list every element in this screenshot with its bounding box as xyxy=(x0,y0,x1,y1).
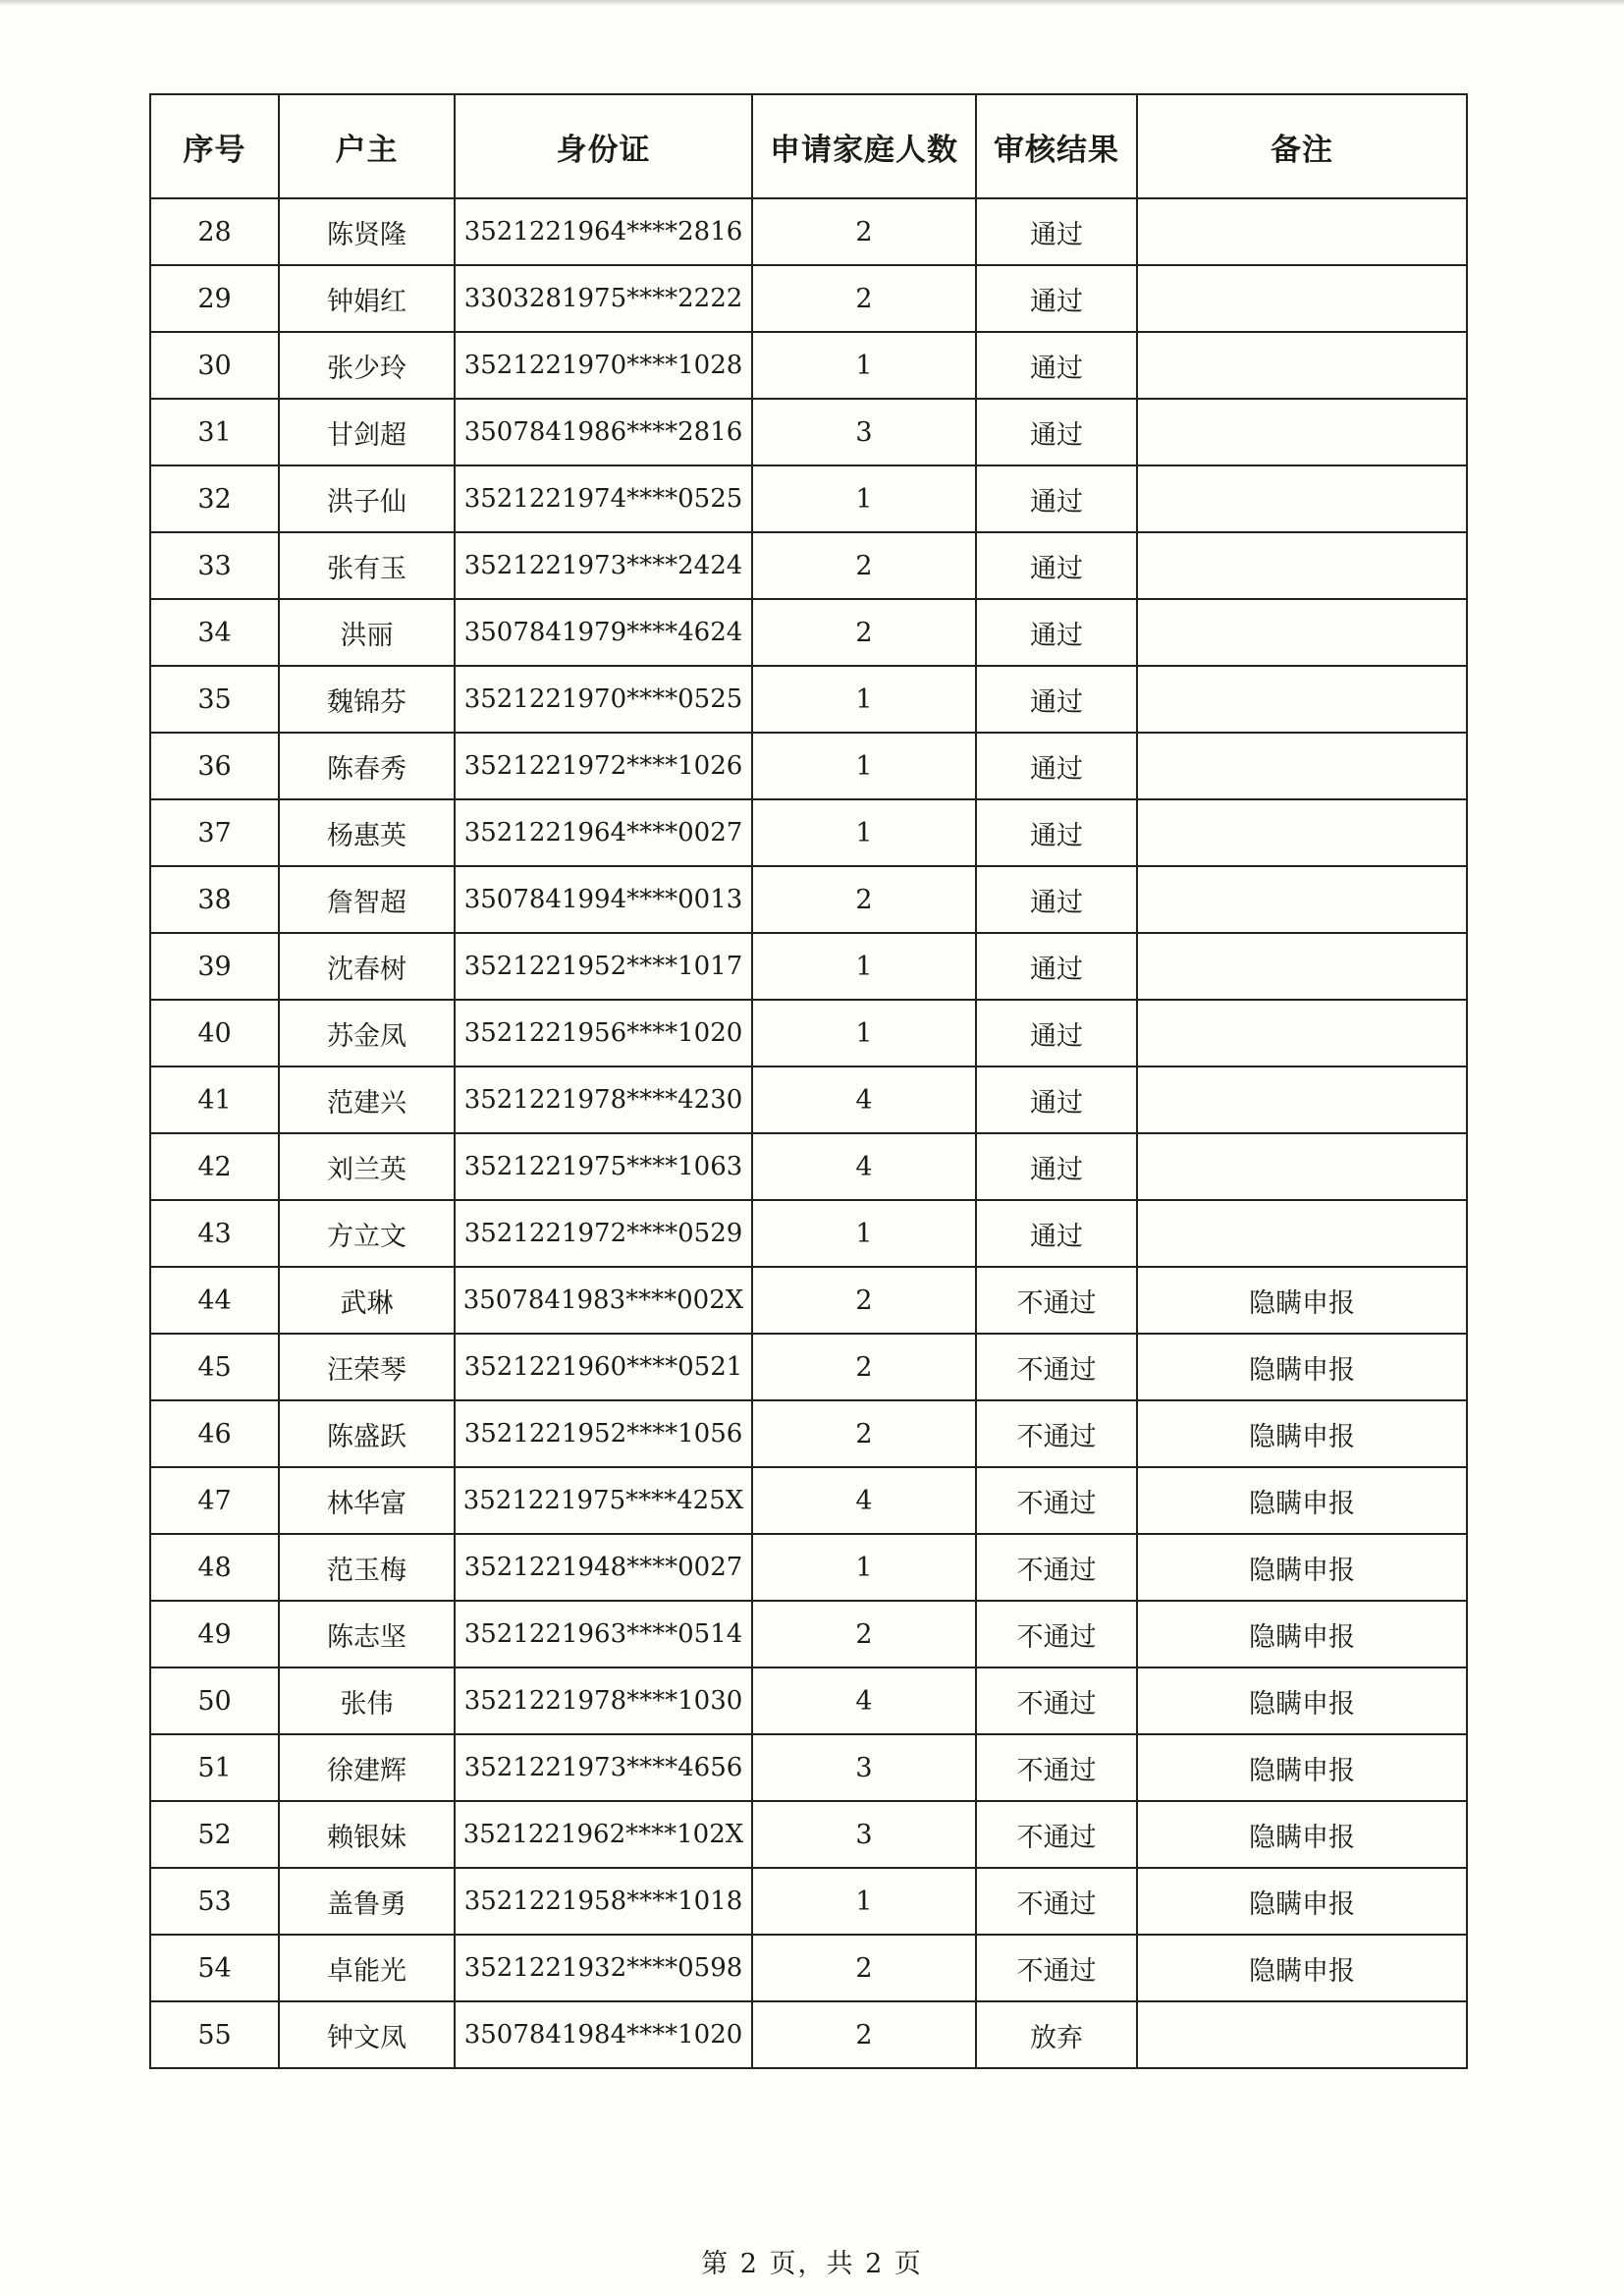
audit-result-cell: 通过 xyxy=(976,265,1137,332)
table-row xyxy=(150,1133,1467,1200)
serial-cell: 54 xyxy=(150,1935,279,2001)
id-card-cell: 3521221956****1020 xyxy=(455,1000,752,1066)
remarks-cell xyxy=(1137,532,1467,599)
id-card-cell: 3521221972****1026 xyxy=(455,733,752,799)
family-size-cell: 1 xyxy=(752,933,976,1000)
family-size-cell: 1 xyxy=(752,332,976,399)
family-size-cell: 2 xyxy=(752,1601,976,1667)
householder-cell: 卓能光 xyxy=(279,1935,455,2001)
householder-cell: 钟文凤 xyxy=(279,2001,455,2068)
id-card-cell: 3521221932****0598 xyxy=(455,1935,752,2001)
remarks-cell xyxy=(1137,198,1467,265)
scan-edge xyxy=(0,0,1624,6)
remarks-cell xyxy=(1137,265,1467,332)
family-size-cell: 1 xyxy=(752,666,976,733)
audit-result-cell: 通过 xyxy=(976,1133,1137,1200)
id-card-cell: 3521221958****1018 xyxy=(455,1868,752,1935)
table-row xyxy=(150,866,1467,933)
audit-result-cell: 通过 xyxy=(976,332,1137,399)
table-body xyxy=(150,198,1467,2068)
family-size-cell: 1 xyxy=(752,1534,976,1601)
remarks-cell: 隐瞒申报 xyxy=(1137,1400,1467,1467)
audit-result-cell: 不通过 xyxy=(976,1400,1137,1467)
family-size-cell: 1 xyxy=(752,1868,976,1935)
serial-cell: 30 xyxy=(150,332,279,399)
table-row xyxy=(150,1334,1467,1400)
householder-cell: 汪荣琴 xyxy=(279,1334,455,1400)
householder-cell: 范建兴 xyxy=(279,1066,455,1133)
id-card-cell: 3521221960****0521 xyxy=(455,1334,752,1400)
audit-result-cell: 通过 xyxy=(976,599,1137,666)
header-id-card: 身份证 xyxy=(455,94,752,198)
remarks-cell: 隐瞒申报 xyxy=(1137,1667,1467,1734)
table-row xyxy=(150,465,1467,532)
audit-result-cell: 不通过 xyxy=(976,1667,1137,1734)
householder-cell: 徐建辉 xyxy=(279,1734,455,1801)
serial-cell: 40 xyxy=(150,1000,279,1066)
family-size-cell: 2 xyxy=(752,198,976,265)
table-row xyxy=(150,198,1467,265)
audit-result-cell: 通过 xyxy=(976,666,1137,733)
serial-cell: 37 xyxy=(150,799,279,866)
family-size-cell: 4 xyxy=(752,1066,976,1133)
householder-cell: 陈春秀 xyxy=(279,733,455,799)
table-row xyxy=(150,1601,1467,1667)
id-card-cell: 3521221964****2816 xyxy=(455,198,752,265)
householder-cell: 沈春树 xyxy=(279,933,455,1000)
id-card-cell: 3521221963****0514 xyxy=(455,1601,752,1667)
serial-cell: 35 xyxy=(150,666,279,733)
audit-result-cell: 不通过 xyxy=(976,1467,1137,1534)
audit-result-cell: 通过 xyxy=(976,1066,1137,1133)
id-card-cell: 3521221952****1056 xyxy=(455,1400,752,1467)
table-row xyxy=(150,1534,1467,1601)
audit-result-cell: 通过 xyxy=(976,933,1137,1000)
householder-cell: 詹智超 xyxy=(279,866,455,933)
remarks-cell xyxy=(1137,599,1467,666)
remarks-cell xyxy=(1137,1133,1467,1200)
id-card-cell: 3521221970****1028 xyxy=(455,332,752,399)
serial-cell: 53 xyxy=(150,1868,279,1935)
householder-cell: 刘兰英 xyxy=(279,1133,455,1200)
id-card-cell: 3507841983****002X xyxy=(455,1267,752,1334)
serial-cell: 42 xyxy=(150,1133,279,1200)
audit-result-cell: 不通过 xyxy=(976,1935,1137,2001)
remarks-cell xyxy=(1137,1066,1467,1133)
audit-result-cell: 通过 xyxy=(976,1000,1137,1066)
audit-result-cell: 通过 xyxy=(976,399,1137,465)
remarks-cell xyxy=(1137,1200,1467,1267)
householder-cell: 苏金凤 xyxy=(279,1000,455,1066)
header-audit-result: 审核结果 xyxy=(976,94,1137,198)
family-size-cell: 2 xyxy=(752,1334,976,1400)
header-remarks: 备注 xyxy=(1137,94,1467,198)
table-header-row xyxy=(150,94,1467,198)
header-family-size: 申请家庭人数 xyxy=(752,94,976,198)
householder-cell: 洪子仙 xyxy=(279,465,455,532)
audit-result-cell: 通过 xyxy=(976,799,1137,866)
serial-cell: 50 xyxy=(150,1667,279,1734)
family-size-cell: 2 xyxy=(752,1400,976,1467)
family-size-cell: 1 xyxy=(752,733,976,799)
serial-cell: 52 xyxy=(150,1801,279,1868)
id-card-cell: 3521221952****1017 xyxy=(455,933,752,1000)
audit-result-table xyxy=(149,93,1468,2069)
remarks-cell xyxy=(1137,866,1467,933)
serial-cell: 36 xyxy=(150,733,279,799)
table-row xyxy=(150,532,1467,599)
table-row xyxy=(150,1400,1467,1467)
id-card-cell: 3521221974****0525 xyxy=(455,465,752,532)
remarks-cell: 隐瞒申报 xyxy=(1137,1267,1467,1334)
remarks-cell xyxy=(1137,1000,1467,1066)
table-row xyxy=(150,1066,1467,1133)
serial-cell: 34 xyxy=(150,599,279,666)
serial-cell: 48 xyxy=(150,1534,279,1601)
remarks-cell: 隐瞒申报 xyxy=(1137,1467,1467,1534)
remarks-cell: 隐瞒申报 xyxy=(1137,1601,1467,1667)
householder-cell: 张有玉 xyxy=(279,532,455,599)
table-row xyxy=(150,2001,1467,2068)
householder-cell: 陈盛跃 xyxy=(279,1400,455,1467)
family-size-cell: 1 xyxy=(752,1200,976,1267)
householder-cell: 盖鲁勇 xyxy=(279,1868,455,1935)
householder-cell: 赖银妹 xyxy=(279,1801,455,1868)
id-card-cell: 3521221970****0525 xyxy=(455,666,752,733)
id-card-cell: 3521221962****102X xyxy=(455,1801,752,1868)
table-row xyxy=(150,1868,1467,1935)
family-size-cell: 1 xyxy=(752,465,976,532)
audit-result-cell: 通过 xyxy=(976,532,1137,599)
audit-result-cell: 不通过 xyxy=(976,1534,1137,1601)
remarks-cell: 隐瞒申报 xyxy=(1137,1534,1467,1601)
family-size-cell: 2 xyxy=(752,265,976,332)
table-row xyxy=(150,399,1467,465)
serial-cell: 28 xyxy=(150,198,279,265)
householder-cell: 张少玲 xyxy=(279,332,455,399)
table-row xyxy=(150,1267,1467,1334)
family-size-cell: 4 xyxy=(752,1667,976,1734)
audit-result-cell: 通过 xyxy=(976,198,1137,265)
table-row xyxy=(150,1734,1467,1801)
serial-cell: 45 xyxy=(150,1334,279,1400)
remarks-cell: 隐瞒申报 xyxy=(1137,1334,1467,1400)
serial-cell: 49 xyxy=(150,1601,279,1667)
family-size-cell: 2 xyxy=(752,599,976,666)
audit-result-cell: 不通过 xyxy=(976,1734,1137,1801)
table-row xyxy=(150,599,1467,666)
table-row xyxy=(150,332,1467,399)
id-card-cell: 3507841986****2816 xyxy=(455,399,752,465)
serial-cell: 55 xyxy=(150,2001,279,2068)
serial-cell: 47 xyxy=(150,1467,279,1534)
id-card-cell: 3521221973****4656 xyxy=(455,1734,752,1801)
remarks-cell: 隐瞒申报 xyxy=(1137,1935,1467,2001)
serial-cell: 39 xyxy=(150,933,279,1000)
serial-cell: 29 xyxy=(150,265,279,332)
family-size-cell: 2 xyxy=(752,1267,976,1334)
table-row xyxy=(150,1935,1467,2001)
serial-cell: 33 xyxy=(150,532,279,599)
serial-cell: 32 xyxy=(150,465,279,532)
table-row xyxy=(150,1467,1467,1534)
householder-cell: 张伟 xyxy=(279,1667,455,1734)
householder-cell: 甘剑超 xyxy=(279,399,455,465)
householder-cell: 杨惠英 xyxy=(279,799,455,866)
remarks-cell xyxy=(1137,666,1467,733)
id-card-cell: 3521221978****1030 xyxy=(455,1667,752,1734)
table-row xyxy=(150,1801,1467,1868)
remarks-cell xyxy=(1137,733,1467,799)
serial-cell: 41 xyxy=(150,1066,279,1133)
header-serial: 序号 xyxy=(150,94,279,198)
id-card-cell: 3507841979****4624 xyxy=(455,599,752,666)
audit-result-cell: 通过 xyxy=(976,1200,1137,1267)
remarks-cell: 隐瞒申报 xyxy=(1137,1868,1467,1935)
householder-cell: 洪丽 xyxy=(279,599,455,666)
id-card-cell: 3507841994****0013 xyxy=(455,866,752,933)
remarks-cell xyxy=(1137,332,1467,399)
id-card-cell: 3521221948****0027 xyxy=(455,1534,752,1601)
table-row xyxy=(150,1000,1467,1066)
table-row xyxy=(150,1667,1467,1734)
audit-result-cell: 不通过 xyxy=(976,1267,1137,1334)
remarks-cell xyxy=(1137,399,1467,465)
page-number-footer: 第 2 页，共 2 页 xyxy=(701,2249,923,2279)
householder-cell: 陈贤隆 xyxy=(279,198,455,265)
family-size-cell: 2 xyxy=(752,1935,976,2001)
audit-result-cell: 通过 xyxy=(976,733,1137,799)
householder-cell: 武琳 xyxy=(279,1267,455,1334)
serial-cell: 46 xyxy=(150,1400,279,1467)
remarks-cell: 隐瞒申报 xyxy=(1137,1734,1467,1801)
family-size-cell: 3 xyxy=(752,1734,976,1801)
remarks-cell xyxy=(1137,465,1467,532)
family-size-cell: 1 xyxy=(752,1000,976,1066)
serial-cell: 31 xyxy=(150,399,279,465)
family-size-cell: 3 xyxy=(752,1801,976,1868)
householder-cell: 钟娟红 xyxy=(279,265,455,332)
audit-result-cell: 通过 xyxy=(976,465,1137,532)
table-row xyxy=(150,799,1467,866)
householder-cell: 方立文 xyxy=(279,1200,455,1267)
id-card-cell: 3521221972****0529 xyxy=(455,1200,752,1267)
householder-cell: 魏锦芬 xyxy=(279,666,455,733)
id-card-cell: 3521221964****0027 xyxy=(455,799,752,866)
id-card-cell: 3507841984****1020 xyxy=(455,2001,752,2068)
serial-cell: 44 xyxy=(150,1267,279,1334)
table-row xyxy=(150,933,1467,1000)
id-card-cell: 3303281975****2222 xyxy=(455,265,752,332)
family-size-cell: 4 xyxy=(752,1133,976,1200)
audit-result-cell: 通过 xyxy=(976,866,1137,933)
family-size-cell: 4 xyxy=(752,1467,976,1534)
householder-cell: 范玉梅 xyxy=(279,1534,455,1601)
family-size-cell: 2 xyxy=(752,532,976,599)
family-size-cell: 2 xyxy=(752,866,976,933)
family-size-cell: 1 xyxy=(752,799,976,866)
serial-cell: 51 xyxy=(150,1734,279,1801)
serial-cell: 38 xyxy=(150,866,279,933)
audit-result-cell: 不通过 xyxy=(976,1868,1137,1935)
id-card-cell: 3521221978****4230 xyxy=(455,1066,752,1133)
serial-cell: 43 xyxy=(150,1200,279,1267)
audit-result-cell: 不通过 xyxy=(976,1801,1137,1868)
audit-result-cell: 不通过 xyxy=(976,1601,1137,1667)
id-card-cell: 3521221975****425X xyxy=(455,1467,752,1534)
id-card-cell: 3521221973****2424 xyxy=(455,532,752,599)
table-row xyxy=(150,733,1467,799)
remarks-cell xyxy=(1137,2001,1467,2068)
family-size-cell: 3 xyxy=(752,399,976,465)
audit-result-cell: 不通过 xyxy=(976,1334,1137,1400)
id-card-cell: 3521221975****1063 xyxy=(455,1133,752,1200)
householder-cell: 林华富 xyxy=(279,1467,455,1534)
family-size-cell: 2 xyxy=(752,2001,976,2068)
remarks-cell: 隐瞒申报 xyxy=(1137,1801,1467,1868)
audit-result-cell: 放弃 xyxy=(976,2001,1137,2068)
header-householder: 户主 xyxy=(279,94,455,198)
remarks-cell xyxy=(1137,799,1467,866)
table-row xyxy=(150,1200,1467,1267)
table-row xyxy=(150,666,1467,733)
table-row xyxy=(150,265,1467,332)
remarks-cell xyxy=(1137,933,1467,1000)
householder-cell: 陈志坚 xyxy=(279,1601,455,1667)
